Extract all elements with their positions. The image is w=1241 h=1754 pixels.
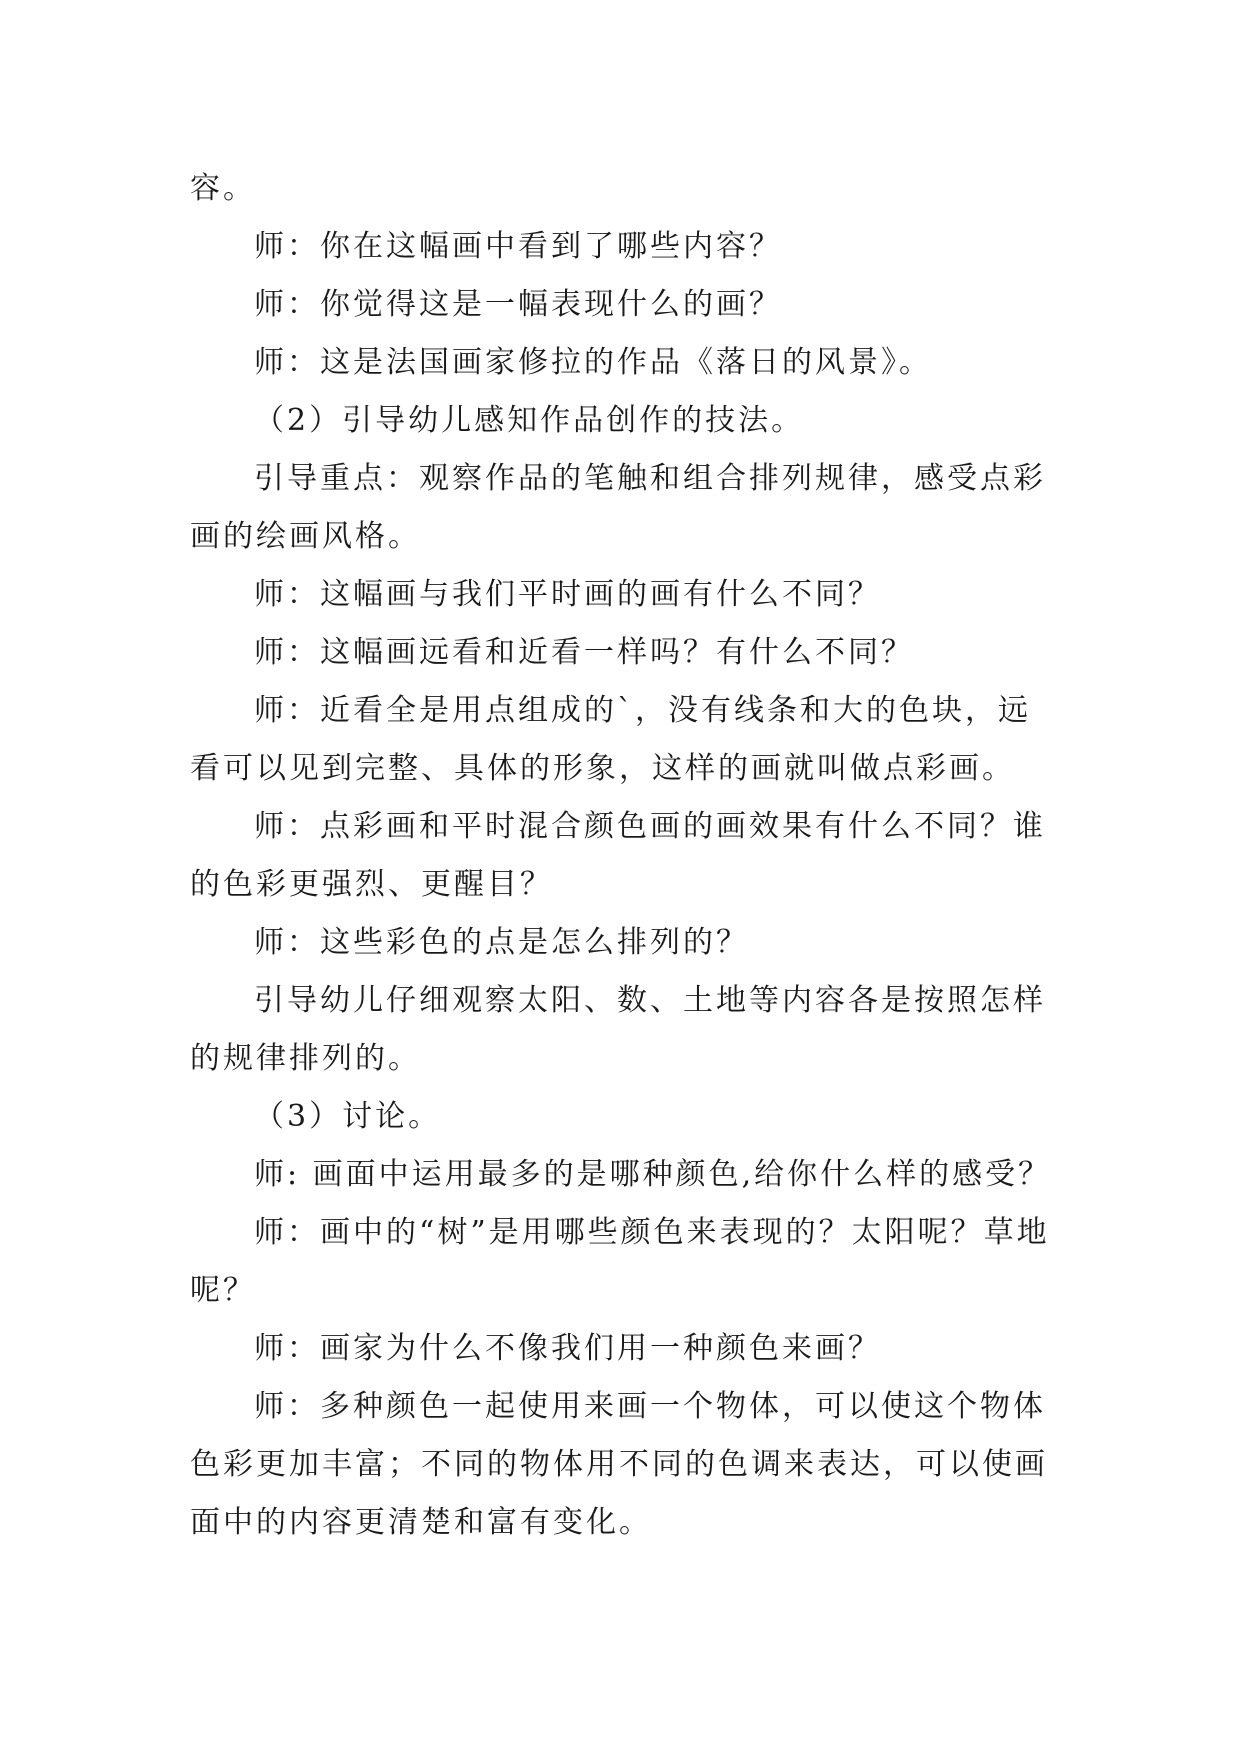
paragraph: 师：这些彩色的点是怎么排列的？ [254, 925, 749, 960]
paragraph: 师：你在这幅画中看到了哪些内容？ [254, 229, 782, 264]
paragraph: 师：点彩画和平时混合颜色画的画效果有什么不同？谁的色彩更强烈、更醒目？ [190, 809, 1046, 902]
paragraph: 引导重点：观察作品的笔触和组合排列规律，感受点彩画的绘画风格。 [190, 461, 1046, 554]
paragraph: 师：这幅画远看和近看一样吗？有什么不同？ [254, 635, 914, 670]
paragraph: 师: 画面中运用最多的是哪种颜色,给你什么样的感受？ [254, 1157, 1052, 1192]
paragraph: 师：画家为什么不像我们用一种颜色来画？ [254, 1331, 881, 1366]
document-body [190, 160, 1060, 1552]
paragraph: 师：多种颜色一起使用来画一个物体，可以使这个物体色彩更加丰富；不同的物体用不同的色调来表达，可以使画面中的内容更清楚和富有变化。 [190, 1389, 1048, 1540]
paragraph: 师：这是法国画家修拉的作品《落日的风景》。 [254, 345, 932, 380]
paragraph: 引导幼儿仔细观察太阳、数、土地等内容各是按照怎样的规律排列的。 [190, 983, 1046, 1076]
paragraph: 师：画中的“树”是用哪些颜色来表现的？太阳呢？草地呢？ [190, 1215, 1050, 1308]
paragraph: 师：这幅画与我们平时画的画有什么不同？ [254, 577, 881, 612]
paragraph: 师：近看全是用点组成的`，没有线条和大的色块，远看可以见到完整、具体的形象，这样的画就叫做点彩画。 [190, 693, 1031, 786]
paragraph-continuation: 容。 [190, 171, 256, 206]
section-heading: （2）引导幼儿感知作品创作的技法。 [254, 403, 805, 438]
paragraph: 师：你觉得这是一幅表现什么的画？ [254, 287, 782, 322]
section-heading: （3）讨论。 [254, 1099, 442, 1134]
